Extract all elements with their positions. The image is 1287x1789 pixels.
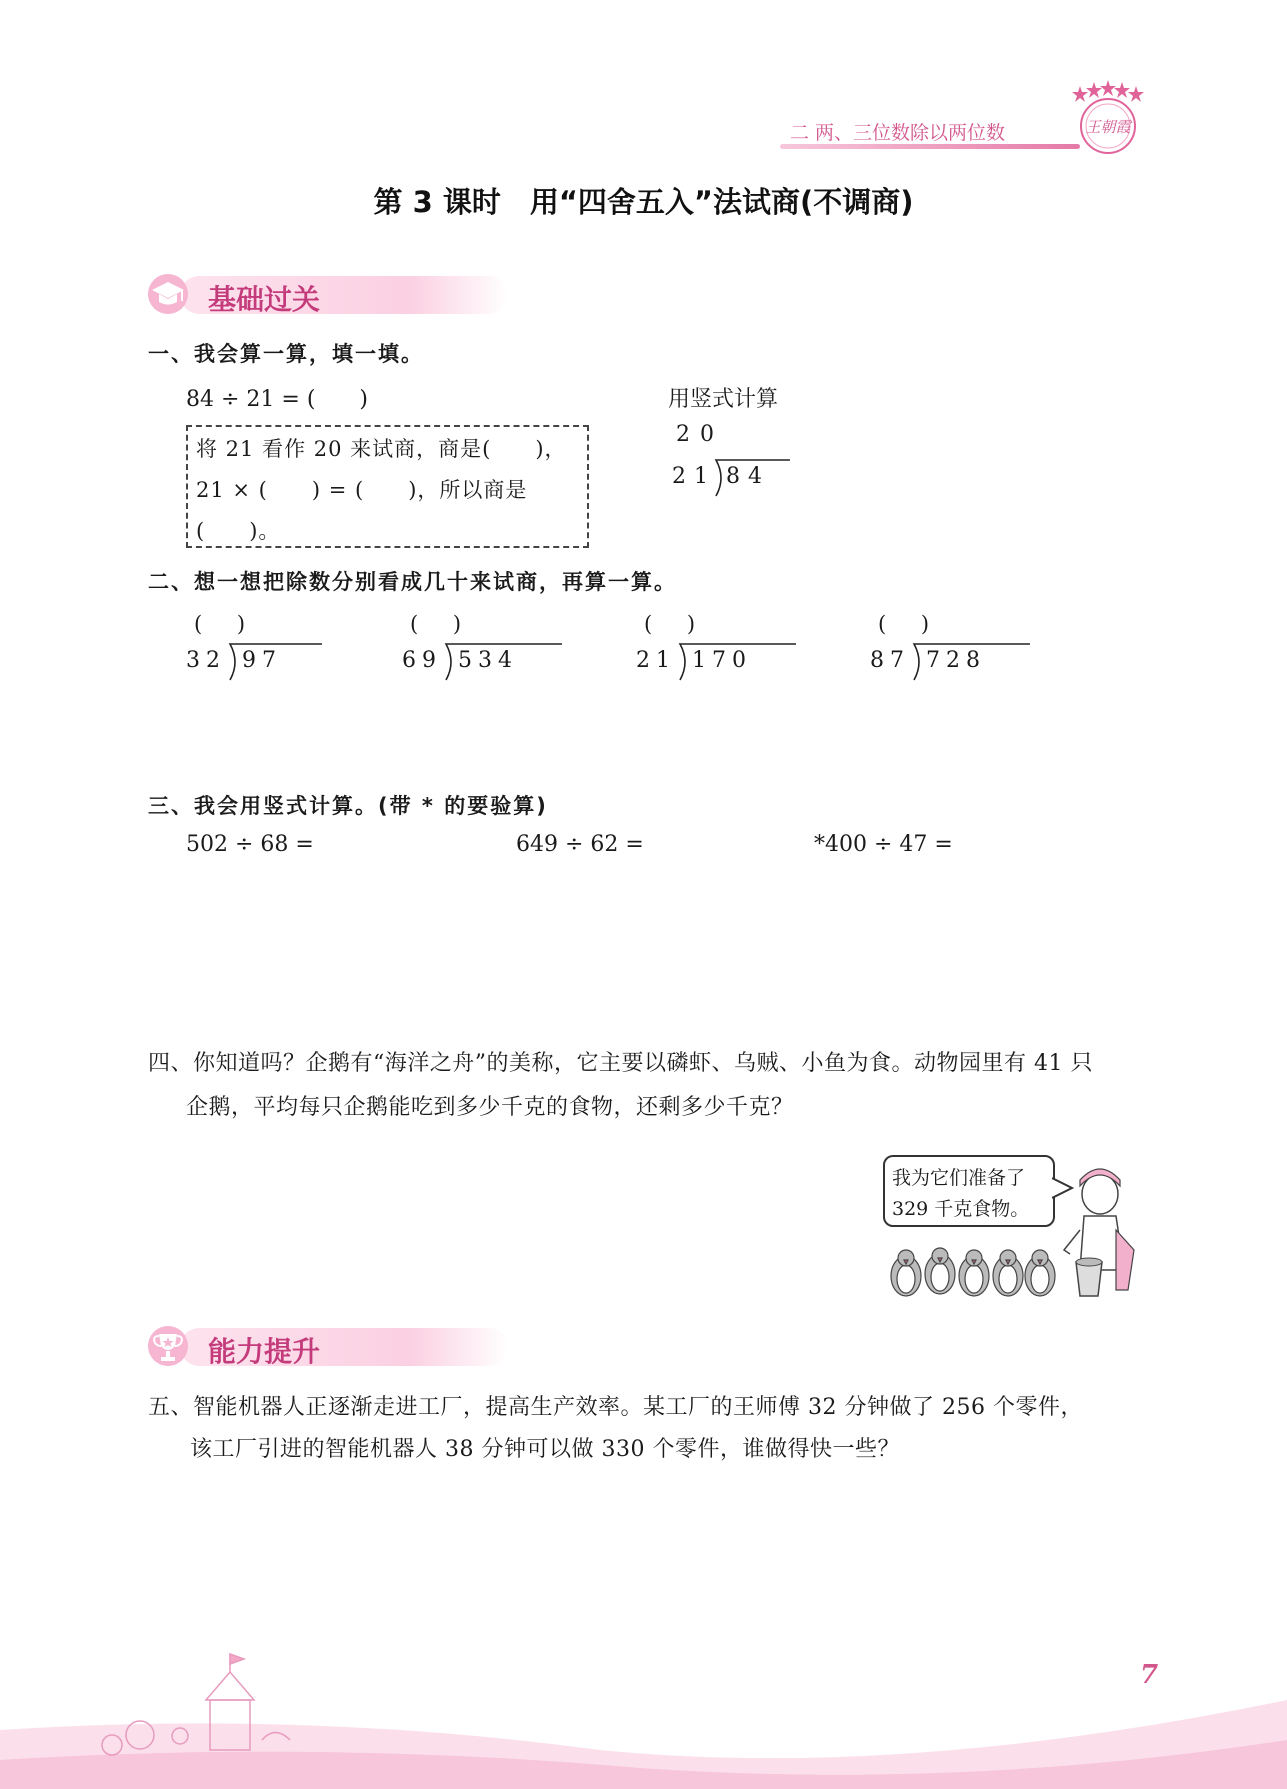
question-4-line-1: 四、你知道吗？企鹅有“海洋之舟”的美称，它主要以磷虾、乌贼、小鱼为食。动物园里有 41 只	[148, 1051, 1093, 1076]
divisor: 21	[636, 648, 676, 673]
q3-problem: 502 ÷ 68 =	[186, 832, 314, 857]
page-number: 7	[1140, 1660, 1159, 1690]
divisor: 21	[672, 464, 716, 489]
q1-equation: 84 ÷ 21 = ( )	[186, 387, 368, 412]
page-title: 第 3 课时 用“四舍五入”法试商(不调商)	[373, 185, 914, 219]
division-bracket	[442, 640, 566, 684]
trophy-icon	[146, 1324, 190, 1368]
bubble-line-1: 我为它们准备了	[892, 1167, 1026, 1189]
quotient: 20	[676, 422, 724, 447]
division-bracket	[910, 640, 1034, 684]
quotient-blank: ( )	[644, 612, 710, 636]
division-problem	[870, 612, 1030, 682]
bucket-icon	[1076, 1258, 1102, 1296]
question-5-line-2: 该工厂引进的智能机器人 38 分钟可以做 330 个零件，谁做得快一些？	[190, 1437, 900, 1462]
section-banner-basic	[146, 272, 526, 316]
zookeeper-illustration	[884, 1150, 1148, 1306]
section-label: 能力提升	[208, 1335, 321, 1368]
svg-text:王朝霞: 王朝霞	[1085, 118, 1131, 136]
hint-line-1: 将 21 看作 20 来试商，商是( )，	[196, 437, 567, 461]
section-label: 基础过关	[208, 283, 321, 316]
division-problem	[186, 612, 326, 682]
question-4-line-2: 企鹅，平均每只企鹅能吃到多少千克的食物，还剩多少千克？	[186, 1095, 794, 1120]
hint-line-2: 21 × ( ) = ( )，所以商是	[196, 478, 528, 502]
division-bracket	[226, 640, 326, 684]
question-2-heading: 二、想一想把除数分别看成几十来试商，再算一算。	[148, 570, 677, 594]
divisor: 69	[402, 648, 442, 673]
footer-decoration	[0, 1640, 1287, 1789]
quotient-blank: ( )	[878, 612, 944, 636]
divisor: 87	[870, 648, 910, 673]
division-bracket	[712, 456, 792, 500]
quotient-blank: ( )	[410, 612, 476, 636]
penguin-icons	[891, 1248, 1055, 1296]
dividend: 728	[926, 648, 986, 673]
chapter-title: 二 两、三位数除以两位数	[790, 122, 1006, 144]
quotient-blank: ( )	[194, 612, 260, 636]
division-problem	[636, 612, 796, 682]
dividend: 84	[726, 464, 770, 489]
dividend: 170	[692, 648, 752, 673]
hint-line-3: ( )。	[196, 519, 281, 543]
question-1-heading: 一、我会算一算，填一填。	[148, 342, 424, 366]
vertical-calc-label: 用竖式计算	[668, 387, 779, 412]
q3-problem: 649 ÷ 62 =	[516, 832, 644, 857]
graduation-cap-icon	[146, 272, 190, 316]
division-problem	[402, 612, 562, 682]
question-5-line-1: 五、智能机器人正逐渐走进工厂，提高生产效率。某工厂的王师傅 32 分钟做了 256 个零件，	[148, 1395, 1083, 1420]
q3-problem: *400 ÷ 47 =	[814, 832, 953, 857]
division-bracket	[676, 640, 800, 684]
question-3-heading: 三、我会用竖式计算。(带 * 的要验算)	[148, 794, 548, 818]
long-division-example	[672, 422, 792, 502]
bubble-line-2: 329 千克食物。	[892, 1198, 1030, 1220]
dividend: 97	[242, 648, 282, 673]
chapter-underline	[780, 144, 1080, 149]
section-banner-advanced	[146, 1324, 526, 1368]
divisor: 32	[186, 648, 226, 673]
dividend: 534	[458, 648, 518, 673]
